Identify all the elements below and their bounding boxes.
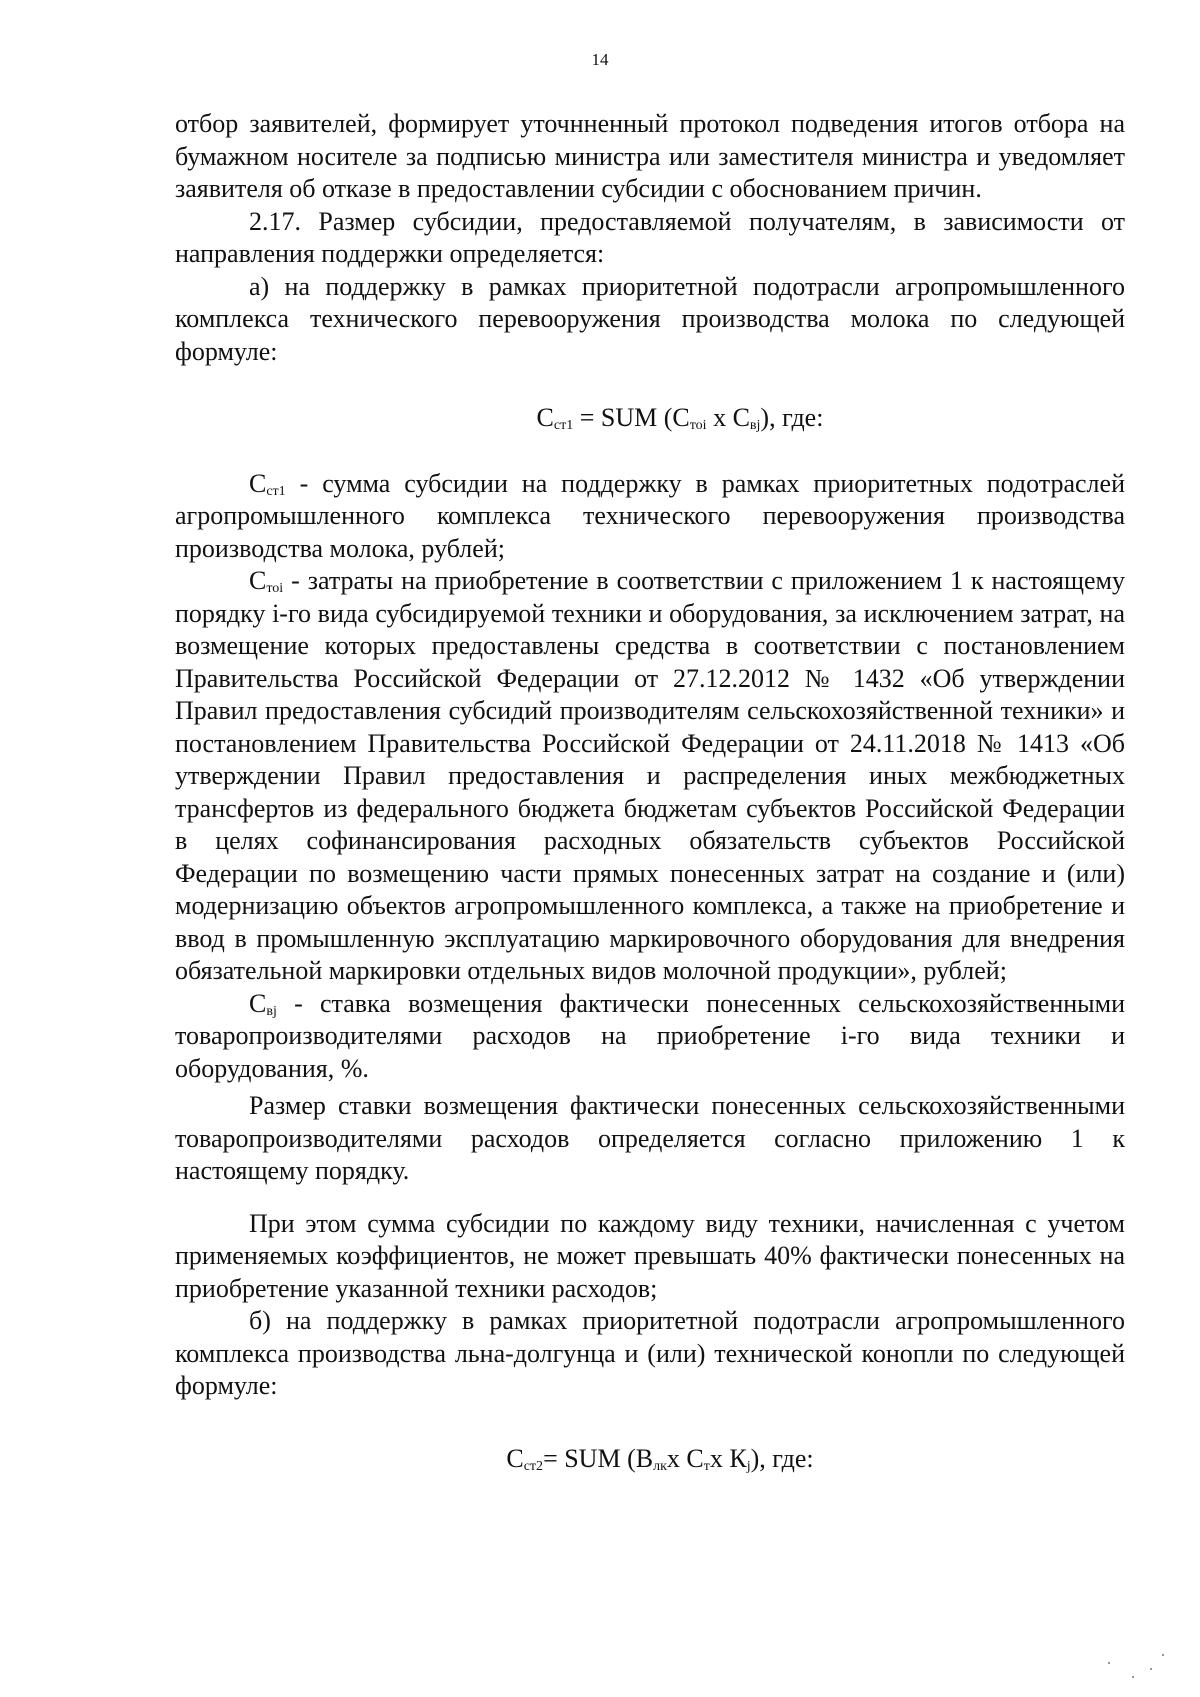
definition-text: - ставка возмещения фактически понесенных сельскохозяйственными товаропроизводителями расходов на приобретение i-го вида техники и оборудования, %. xyxy=(175,988,1125,1083)
definition-text: - сумма субсидии на поддержку в рамках приоритетных подотраслей агропромышленного комплекса технического перевооружения производства производства молока, рублей; xyxy=(175,468,1125,563)
term-symbol: С xyxy=(249,988,267,1018)
formula-subscript: т xyxy=(703,1458,710,1474)
term-subscript: ст1 xyxy=(266,483,286,499)
formula-cst2 xyxy=(175,1403,1125,1476)
term-subscript: вj xyxy=(266,1003,277,1019)
formula-text: ), где: xyxy=(750,1443,814,1473)
definition-text: - затраты на приобретение в соответствии с приложением 1 к настоящему порядку i-го вида субсидируемой техники и оборудования, за исключением затрат, на возмещение которых предоставлены средства в соответствии с постановлением Правительства Российской Федерации от 27.12.2012 № 1432 «Об утверждении Правил предоставления субсидий производителям сельскохозяйственной техники» и постановлением Правительства Российской Федерации от 24.11.2018 № 1413 «Об утверждении Правил предоставления и распределения иных межбюджетных трансфертов из федерального бюджета бюджетам субъектов Российской Федерации в целях софинансирования расходных обязательств субъектов Российской Федерации по возмещению части прямых понесенных затрат на создание и (или) модернизацию объектов агропромышленного комплекса, а также на приобретение и ввод в промышленную эксплуатацию маркировочного оборудования для внедрения обязательной маркировки отдельных видов молочной продукции», рублей; xyxy=(175,566,1125,985)
formula-subscript: ст1 xyxy=(553,418,574,433)
definition-cvj xyxy=(175,988,1125,1086)
formula-subscript: лк xyxy=(653,1458,667,1474)
scan-speck xyxy=(1150,1668,1152,1670)
paragraph-selection-continuation: отбор заявителей, формирует уточнненный протокол подведения итогов отбора на бумажном носителе за подписью министра или заместителя министра и уведомляет заявителя об отказе в предоставлении субсидии с обоснованием причин. xyxy=(175,109,1125,203)
formula-text: x С xyxy=(706,403,750,432)
formula-subscript: вj xyxy=(749,418,761,433)
paragraph-2-17: 2.17. Размер субсидии, предоставляемой получателям, в зависимости от направления поддержки определяется: xyxy=(175,206,1125,268)
term-symbol: С xyxy=(249,566,267,595)
formula-text: x С xyxy=(666,1443,704,1473)
term-subscript: тоi xyxy=(266,581,284,596)
paragraph-subsidy-limit: При этом сумма субсидии по каждому виду техники, начисленная с учетом применяемых коэффициентов, не может превышать 40% фактически понесенных на приобретение указанной техники расходов; xyxy=(175,1208,1125,1303)
formula-subscript: ст2 xyxy=(523,1458,544,1474)
formula-subscript: j xyxy=(746,1458,751,1474)
formula-symbol: С xyxy=(506,1443,524,1473)
paragraph-rate-size: Размер ставки возмещения фактически понесенных сельскохозяйственными товаропроизводителями расходов определяется согласно приложению 1 к настоящему порядку. xyxy=(175,1091,1125,1185)
scan-speck xyxy=(1162,1654,1164,1656)
formula-text: = SUM (С xyxy=(573,403,690,432)
formula-text: = SUM (В xyxy=(543,1443,654,1473)
paragraph-item-b: б) на поддержку в рамках приоритетной подотрасли агропромышленного комплекса производства льна-долгунца и (или) технической конопли по следующей формуле: xyxy=(175,1306,1125,1400)
scan-speck xyxy=(1108,1662,1110,1664)
scan-speck xyxy=(1132,1676,1134,1678)
formula-subscript: тоi xyxy=(689,418,707,433)
formula-text: x К xyxy=(709,1443,747,1473)
formula-cst1 xyxy=(175,368,1125,468)
paragraph-item-a: а) на поддержку в рамках приоритетной подотрасли агропромышленного комплекса технического перевооружения производства молока по следующей формуле: xyxy=(175,271,1125,366)
formula-text: ), где: xyxy=(760,403,824,432)
definition-ctoi xyxy=(175,565,1125,988)
term-symbol: С xyxy=(249,468,267,498)
definition-cst1 xyxy=(175,468,1125,566)
formula-symbol: С xyxy=(536,403,554,432)
document-body xyxy=(175,108,1125,1475)
page-number: 14 xyxy=(591,50,609,69)
